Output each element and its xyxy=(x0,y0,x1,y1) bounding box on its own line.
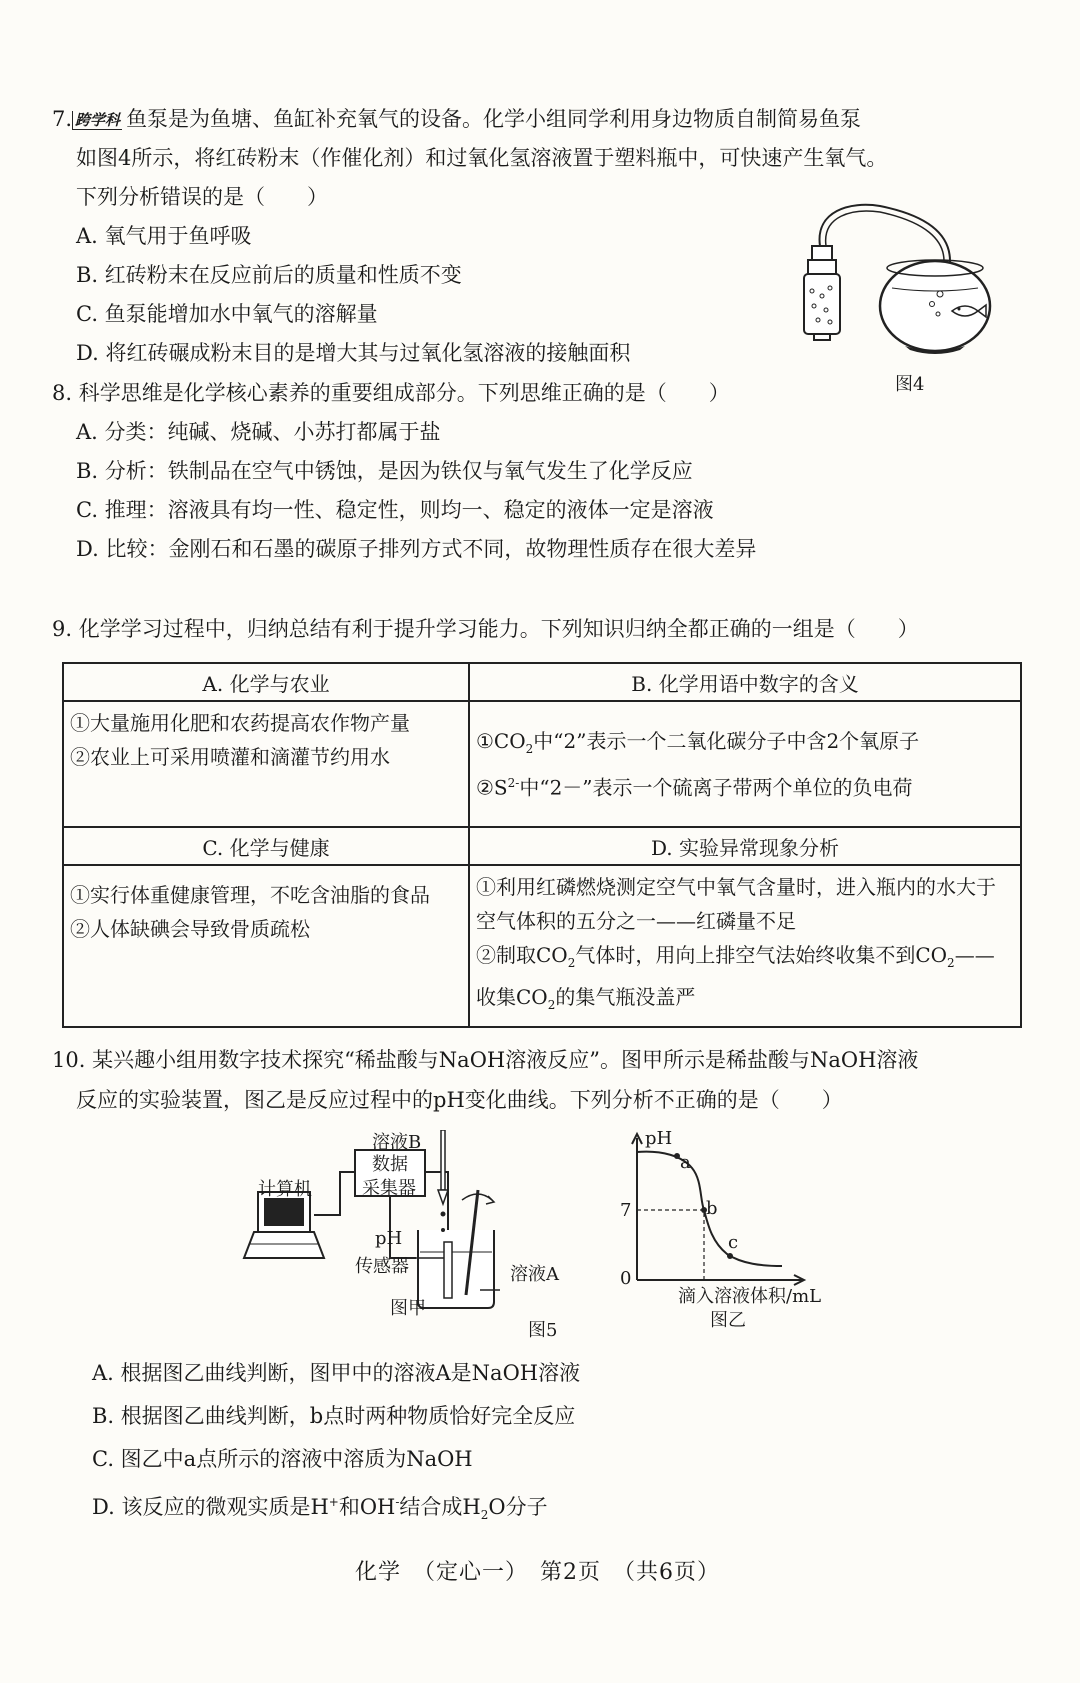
option-c-header[interactable]: C. 化学与健康 xyxy=(63,827,469,865)
option-c-item-1: ①实行体重健康管理，不吃含油脂的食品 xyxy=(70,883,430,907)
b2-text-a: ②S xyxy=(476,775,508,800)
q9-knowledge-table xyxy=(62,662,1022,1028)
figure-5-caption: 图5 xyxy=(528,1320,558,1341)
ph-axis-label: pH xyxy=(645,1128,673,1149)
q7-option-d[interactable]: D. 将红砖碾成粉末目的是增大其与过氧化氢溶液的接触面积 xyxy=(76,341,631,365)
d2-text-d: 的集气瓶没盖严 xyxy=(555,985,696,1009)
q10-option-a[interactable]: A. 根据图乙曲线判断，图甲中的溶液A是NaOH溶液 xyxy=(92,1361,581,1385)
option-a-header[interactable]: A. 化学与农业 xyxy=(63,663,469,701)
optd-text-b: 和OH xyxy=(338,1495,396,1519)
q7-stem-line2: 如图4所示，将红砖粉末（作催化剂）和过氧化氢溶液置于塑料瓶中，可快速产生氧气。 xyxy=(76,146,888,170)
option-c-content xyxy=(63,865,469,1027)
tick-0-label: 0 xyxy=(620,1268,632,1289)
option-d-item-1: ①利用红磷燃烧测定空气中氧气含量时，进入瓶内的水大于空气体积的五分之一——红磷量不足 xyxy=(476,875,996,933)
b1-text-a: ①CO xyxy=(476,728,526,753)
page-footer: 化学 （定心一） 第2页 （共6页） xyxy=(355,1560,720,1585)
q8-option-b[interactable]: B. 分析：铁制品在空气中锈蚀，是因为铁仅与氧气发生了化学反应 xyxy=(76,459,693,483)
q8-option-c[interactable]: C. 推理：溶液具有均一性、稳定性，则均一、稳定的液体一定是溶液 xyxy=(76,498,714,522)
apparatus-figure xyxy=(240,1130,590,1320)
q10-option-b[interactable]: B. 根据图乙曲线判断，b点时两种物质恰好完全反应 xyxy=(92,1404,576,1428)
q7-option-a[interactable]: A. 氧气用于鱼呼吸 xyxy=(76,224,252,248)
d2-text-b: 气体时，用向上排空气法始终收集不到CO xyxy=(575,943,948,967)
option-b-header[interactable]: B. 化学用语中数字的含义 xyxy=(469,663,1021,701)
figure-jia-caption: 图甲 xyxy=(390,1298,426,1319)
q10-option-d[interactable] xyxy=(92,1487,548,1530)
solution-a-label: 溶液A xyxy=(510,1264,559,1285)
point-a-label: a xyxy=(680,1152,691,1173)
q10-stem-line2: 反应的实验装置，图乙是反应过程中的pH变化曲线。下列分析不正确的是（ ） xyxy=(76,1088,843,1112)
optd-sup-2: - xyxy=(395,1495,400,1509)
q7-option-b[interactable]: B. 红砖粉末在反应前后的质量和性质不变 xyxy=(76,263,462,287)
point-b-label: b xyxy=(706,1198,718,1219)
d2-sub-1: 2 xyxy=(567,956,576,970)
d2-text-c: ——收集CO xyxy=(476,943,995,1009)
optd-sub: 2 xyxy=(480,1508,489,1523)
option-c-item-2: ②人体缺碘会导致骨质疏松 xyxy=(70,917,310,941)
q7-stem-line3: 下列分析错误的是（ ） xyxy=(76,185,328,209)
x-axis-label: 滴入溶液体积/mL xyxy=(678,1286,822,1307)
q7-stem-line1: 鱼泵是为鱼塘、鱼缸补充氧气的设备。化学小组同学利用身边物质自制简易鱼泵 xyxy=(126,107,862,131)
option-a-item-2: ②农业上可采用喷灌和滴灌节约用水 xyxy=(70,745,390,769)
b2-text-b: 中“2－”表示一个硫离子带两个单位的负电荷 xyxy=(519,775,913,800)
option-b-item-1 xyxy=(476,724,1014,766)
option-a-content xyxy=(63,701,469,827)
d2-sub-3: 2 xyxy=(547,998,556,1012)
sensor-label-2: 传感器 xyxy=(355,1256,409,1277)
q7-line1 xyxy=(52,104,861,134)
q8-option-a[interactable]: A. 分类：纯碱、烧碱、小苏打都属于盐 xyxy=(76,420,441,444)
optd-text-c: 结合成H xyxy=(399,1495,481,1519)
fish-pump-figure xyxy=(800,196,1000,366)
q7-number: 7. xyxy=(52,107,73,131)
sensor-label-1: pH xyxy=(375,1228,403,1249)
q10-option-c[interactable]: C. 图乙中a点所示的溶液中溶质为NaOH xyxy=(92,1447,473,1471)
q7-option-c[interactable]: C. 鱼泵能增加水中氧气的溶解量 xyxy=(76,302,378,326)
collector-label-1: 数据 xyxy=(372,1154,408,1175)
figure-4-caption: 图4 xyxy=(895,374,925,395)
option-b-item-2 xyxy=(476,766,1014,805)
q8-option-d[interactable]: D. 比较：金刚石和石墨的碳原子排列方式不同，故物理性质存在很大差异 xyxy=(76,537,757,561)
b2-superscript: 2- xyxy=(507,775,520,790)
q9-stem: 9. 化学学习过程中，归纳总结有利于提升学习能力。下列知识归纳全都正确的一组是（ ） xyxy=(52,617,919,641)
optd-sup-1: + xyxy=(328,1495,339,1509)
point-c-label: c xyxy=(728,1232,739,1253)
option-d-content xyxy=(469,865,1021,1027)
optd-text-d: O分子 xyxy=(488,1495,548,1519)
option-b-content xyxy=(469,701,1021,827)
q10-stem-line1: 10. 某兴趣小组用数字技术探究“稀盐酸与NaOH溶液反应”。图甲所示是稀盐酸与NaOH溶液 xyxy=(52,1048,919,1072)
solution-b-label: 溶液B xyxy=(372,1132,422,1153)
b1-subscript: 2 xyxy=(525,741,534,756)
collector-label-2: 采集器 xyxy=(362,1178,416,1199)
optd-text-a: D. 该反应的微观实质是H xyxy=(92,1495,329,1519)
figure-yi-caption: 图乙 xyxy=(710,1310,746,1331)
computer-label: 计算机 xyxy=(258,1179,312,1200)
b1-text-b: 中“2”表示一个二氧化碳分子中含2个氧原子 xyxy=(533,728,920,753)
option-a-item-1: ①大量施用化肥和农药提高农作物产量 xyxy=(70,711,410,735)
d2-sub-2: 2 xyxy=(947,956,955,970)
option-d-item-2 xyxy=(476,938,1014,1022)
d2-text-a: ②制取CO xyxy=(476,943,568,967)
tick-7-label: 7 xyxy=(620,1200,632,1221)
q8-stem: 8. 科学思维是化学核心素养的重要组成部分。下列思维正确的是（ ） xyxy=(52,381,730,405)
option-d-header[interactable]: D. 实验异常现象分析 xyxy=(469,827,1021,865)
interdisciplinary-tag: 跨学科 xyxy=(72,111,122,130)
